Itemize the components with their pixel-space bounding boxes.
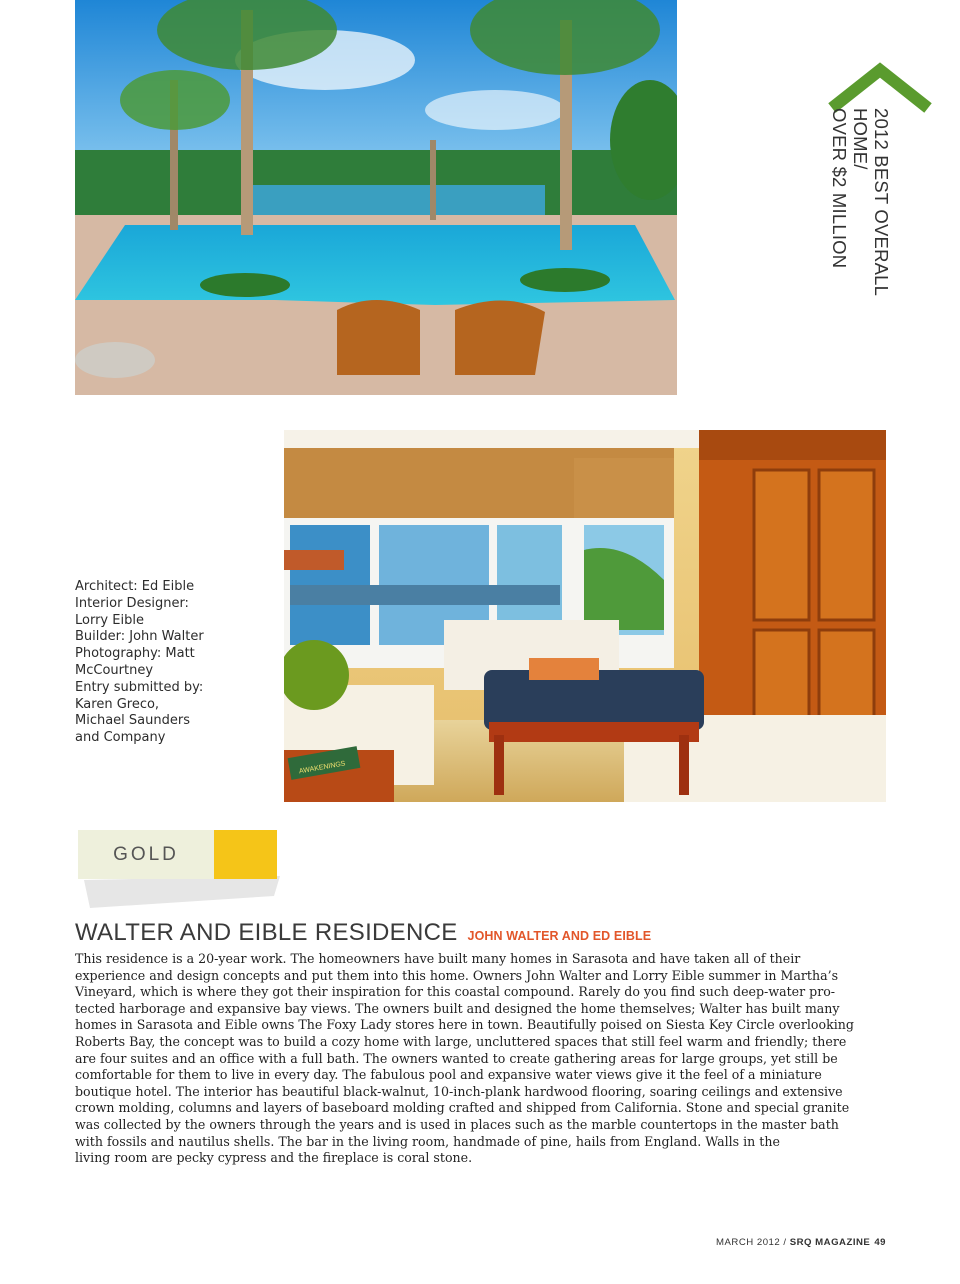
credit-line: Builder: John Walter <box>75 629 204 645</box>
award-title-line-1: 2012 BEST OVERALL HOME/ <box>850 108 892 296</box>
credit-line: Michael Saunders <box>75 713 190 729</box>
credit-line: Architect: Ed Eible <box>75 579 195 594</box>
article-body-line: crown molding, columns and layers of baseboard molding crafted and shipped from California. Stone and special granite <box>75 1100 850 1116</box>
article-body-line: are four suites and an office with a full bath. The owners wanted to create gathering areas for large groups, yet still be <box>75 1050 838 1066</box>
footer-publication: SRQ MAGAZINE <box>789 1237 871 1248</box>
credit-line: Photography: Matt <box>75 646 195 662</box>
award-level-badge: GOLD <box>78 830 214 879</box>
award-title-line-2: OVER $2 MILLION <box>829 108 850 269</box>
article-body-line: Roberts Bay, the concept was to build a cozy home with large, uncluttered spaces that still feel warm and friendly; there <box>75 1033 847 1049</box>
credit-line: Karen Greco, <box>75 696 160 712</box>
living-room-photo <box>284 430 886 802</box>
article-body <box>75 951 890 1167</box>
credit-line: Interior Designer: <box>75 595 189 611</box>
credit-line: Lorry Eible <box>75 612 144 628</box>
footer-date: MARCH 2012 / <box>716 1237 790 1248</box>
chevron-up-icon <box>826 62 934 114</box>
article-body-line: experience and design concepts and put them into this home. Owners John Walter and Lorry Eible summer in Martha’s <box>75 967 839 983</box>
page-number: 49 <box>874 1237 886 1248</box>
article-body-line: was collected by the owners through the years and is used in places such as the marble countertops in the master bath <box>75 1116 839 1132</box>
credit-line: and Company <box>75 730 166 746</box>
badge-shadow <box>84 876 280 908</box>
award-title <box>829 108 892 340</box>
article-body-line: homes in Sarasota and Eible owns The Foxy Lady stores here in town. Beautifully poised on Siesta Key Circle overlooking <box>75 1017 854 1033</box>
article-authors: JOHN WALTER AND ED EIBLE <box>467 929 652 943</box>
credits-list <box>75 579 275 747</box>
article-body-line: tected harborage and expansive bay views. The owners built and designed the home themselves; Walter has built many <box>75 1000 840 1016</box>
article-body-line: with fossils and nautilus shells. The bar in the living room, handmade of pine, hails from England. Walls in the <box>75 1133 780 1149</box>
article-body-line: This residence is a 20-year work. The homeowners have built many homes in Sarasota and have taken all of their <box>75 951 801 966</box>
article-body-line: living room are pecky cypress and the fireplace is coral stone. <box>75 1150 473 1166</box>
article-body-line: boutique hotel. The interior has beautiful black-walnut, 10-inch-plank hardwood flooring, soaring ceilings and extensive <box>75 1083 843 1099</box>
pool-photo <box>75 0 677 395</box>
credit-line: McCourtney <box>75 662 154 678</box>
article-title: WALTER AND EIBLE RESIDENCE <box>75 919 458 946</box>
credit-line: Entry submitted by: <box>75 679 204 695</box>
book-label: AWAKENINGS <box>298 760 347 776</box>
page-footer <box>716 1237 886 1248</box>
article-body-line: comfortable for them to live in every day. The fabulous pool and expansive water views give it the feel of a miniature <box>75 1067 822 1083</box>
badge-color-swatch <box>214 830 277 879</box>
article-heading <box>75 919 895 947</box>
article-body-line: Vineyard, which is where they got their inspiration for this coastal compound. Rarely do you find such deep-water pro- <box>75 984 836 1000</box>
